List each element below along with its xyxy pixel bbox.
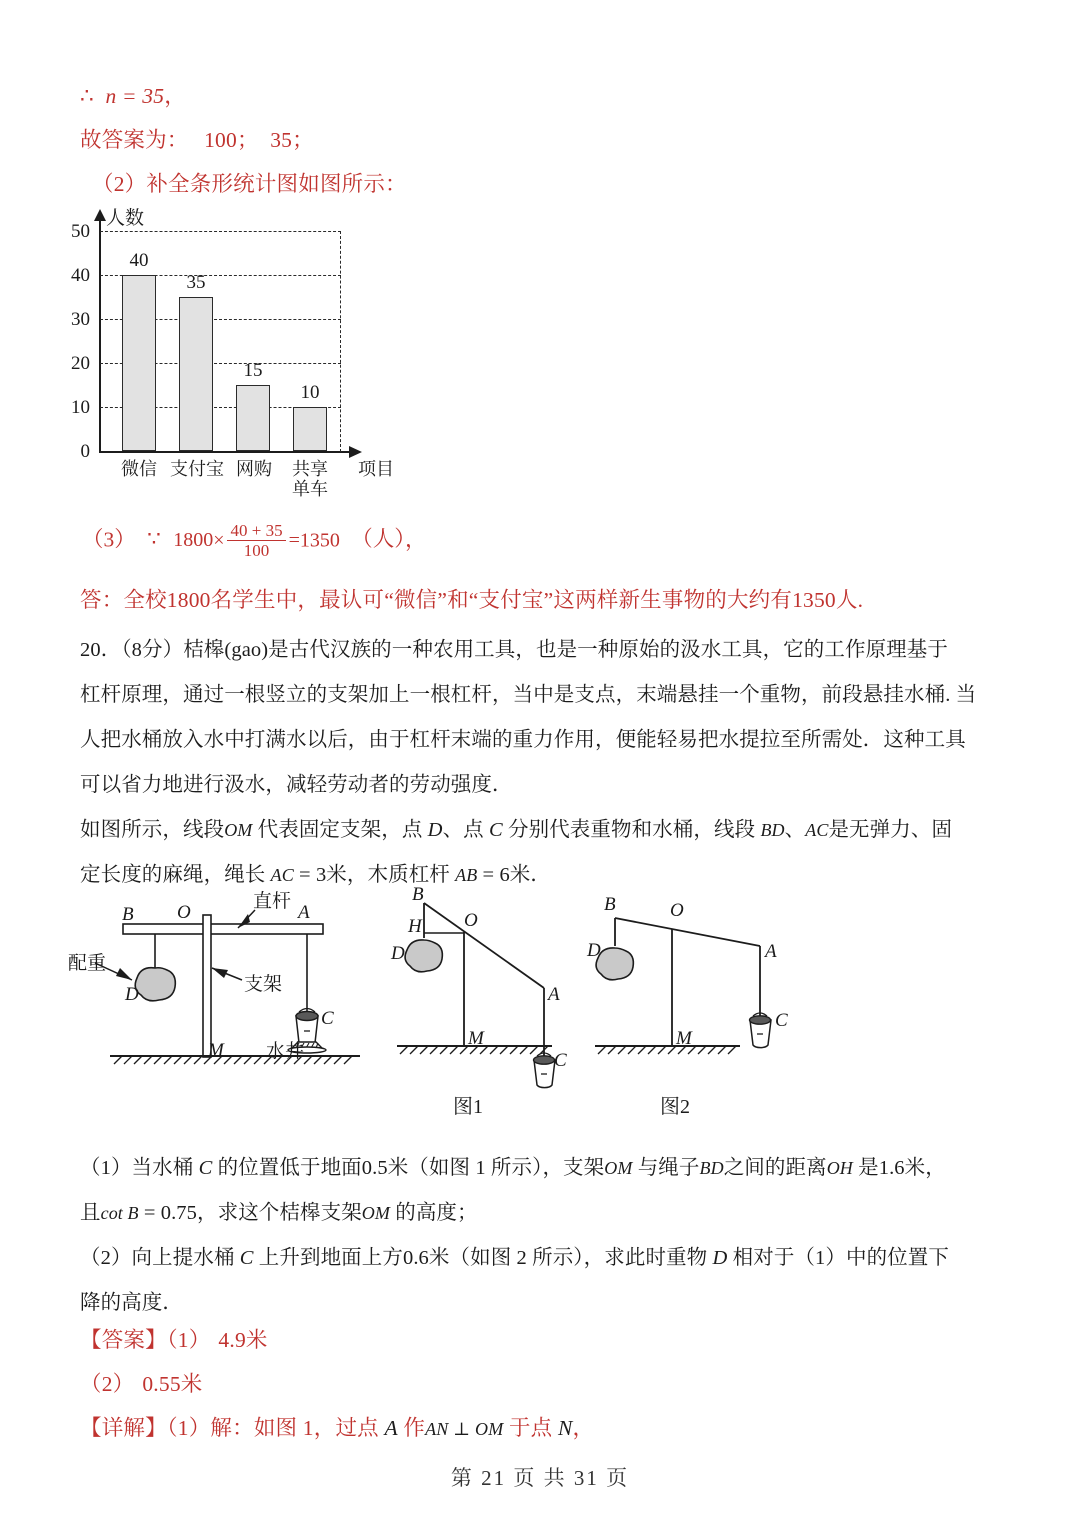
bar-value-zhifubao: 35	[186, 272, 206, 293]
step3-times: ×	[213, 529, 225, 552]
q20-sub2-line1	[80, 1236, 949, 1281]
answer-sep-1: ；	[236, 128, 259, 152]
detail-point-a: A	[384, 1416, 398, 1440]
answer-2-num: （2）	[80, 1372, 135, 1396]
detail-label: 【详解】	[80, 1416, 167, 1440]
chart-ylabel: 人数	[106, 208, 145, 229]
ytick-30: 30	[71, 309, 90, 330]
category-label-weixin: 微信	[121, 459, 157, 479]
figure0-label-A: A	[298, 902, 310, 923]
category-label-gongxiangdanche	[278, 459, 342, 499]
step3-fraction	[227, 521, 285, 560]
detail-block-line1	[80, 1406, 594, 1451]
figure0-label-C: C	[321, 1008, 334, 1029]
answer-label: 【答案】	[80, 1328, 167, 1352]
segment-ac: AC	[805, 820, 829, 840]
chart-xlabel: 项目	[358, 459, 394, 479]
cot-b: cot B	[100, 1203, 139, 1223]
gridline-right-border	[340, 231, 341, 452]
figure0-label-B: B	[122, 904, 134, 925]
answer-value-2: 35	[270, 128, 293, 152]
sub1-l2-a: 且	[80, 1202, 101, 1224]
figure1-caption: 图1	[453, 1096, 483, 1118]
detail-d: ，	[572, 1416, 595, 1440]
q20-p2-c4: 是无弹力、固	[828, 819, 953, 841]
figure0-annot-zhigan: 直杆	[253, 891, 292, 912]
bar-value-weixin: 40	[129, 250, 149, 271]
step2-label: （2）补全条形统计图如图所示：	[92, 172, 407, 196]
step3-unit: （人）	[351, 527, 405, 552]
step3-answer-prefix: 答：	[80, 588, 124, 612]
figure-2	[587, 888, 820, 1118]
detail-b: 作	[397, 1416, 426, 1440]
ytick-10: 10	[71, 397, 90, 418]
figure-apparatus-labeled	[70, 888, 390, 1078]
figure1-label-A: A	[548, 984, 560, 1005]
step3-marker: （3）	[82, 527, 136, 552]
q20-line2: 杠杆原理，通过一根竖立的支架加上一根杠杆，当中是支点，末端悬挂一个重物，前段悬挂水桶. 当	[80, 684, 977, 706]
ytick-0: 0	[80, 441, 90, 462]
category-label-zhifubao: 支付宝	[170, 459, 224, 479]
fraction-denominator: 100	[227, 540, 285, 560]
page-footer: 第 21 页 共 31 页	[450, 1466, 630, 1490]
figure0-annot-shuijing: 水井	[266, 1041, 305, 1062]
bar-wanggou	[236, 385, 270, 451]
sub1-l2-c: 的高度；	[390, 1202, 478, 1224]
figure-apparatus-svg	[70, 888, 390, 1078]
q20-number: 20．	[80, 639, 122, 661]
category-label-line1: 共享	[292, 459, 328, 479]
figure-2-svg	[590, 888, 820, 1103]
sub2-point-d: D	[712, 1247, 728, 1269]
answer-line	[80, 118, 314, 162]
segment-bd: BD	[760, 820, 785, 840]
figure1-label-B: B	[412, 884, 424, 905]
sub2-e: 相对于（1）中的位置下	[727, 1247, 949, 1269]
q20-line5	[80, 808, 952, 853]
detail-c: 于点	[503, 1416, 558, 1440]
ytick-40: 40	[71, 265, 90, 286]
q20-line1	[80, 628, 948, 673]
figure0-label-M: M	[208, 1040, 224, 1061]
category-label-wanggou: 网购	[236, 459, 272, 479]
fraction-numerator: 40 + 35	[230, 521, 283, 540]
sub1-f: 是1.6米，	[852, 1157, 946, 1179]
figure0-annot-peizhong: 配重	[68, 953, 107, 974]
figure-1	[391, 884, 607, 1118]
ytick-50: 50	[71, 221, 90, 242]
because-symbol: ∵	[147, 527, 160, 552]
figure2-label-O: O	[670, 900, 684, 921]
sub2-point-c: C	[239, 1247, 254, 1269]
answer-block-line1	[80, 1318, 268, 1362]
category-label-line2: 单车	[292, 479, 328, 499]
q20-para1-l1: 桔槔(gao)是古代汉族的一种农用工具，也是一种原始的汲水工具，它的工作原理基于	[183, 639, 948, 661]
detail-an-perp-om: AN ⊥ OM	[425, 1419, 504, 1439]
answer-2-value: 0.55米	[142, 1372, 203, 1396]
figure0-annot-zhijia: 支架	[244, 974, 283, 995]
sub1-bd: BD	[699, 1158, 724, 1178]
bar-chart	[71, 205, 408, 515]
q20-line3: 人把水桶放入水中打满水以后，由于杠杆末端的重力作用，便能轻易把水提拉至所需处．这种工具	[80, 729, 966, 751]
q20-sub1-line1	[80, 1146, 946, 1191]
bar-value-gongxiangdanche: 10	[300, 382, 320, 403]
segment-om: OM	[224, 820, 253, 840]
conclusion-line	[80, 74, 186, 118]
point-d: D	[427, 819, 443, 841]
q20-p2-c2: 分别代表重物和水桶，线段	[502, 819, 761, 841]
sub1-point-c: C	[198, 1157, 213, 1179]
point-c: C	[489, 819, 503, 841]
figure2-label-B: B	[604, 894, 616, 915]
q20-p2-l2-c: = 6米．	[477, 864, 551, 886]
q20-p2-b: 代表固定支架，点	[252, 819, 428, 841]
answer-prefix: 故答案为：	[80, 128, 189, 152]
q20-p2-a: 如图所示，线段	[80, 819, 225, 841]
x-axis-arrow	[349, 446, 362, 458]
q20-p2-c3: 、	[784, 819, 806, 841]
figure0-label-O: O	[177, 902, 191, 923]
answer-1-num: （1）	[166, 1328, 211, 1352]
figure1-label-D: D	[391, 943, 405, 964]
figure2-label-A: A	[765, 941, 777, 962]
sub2-a: （2）向上提水桶	[80, 1247, 240, 1269]
step3-equals: =	[288, 529, 300, 552]
answer-1-value: 4.9米	[218, 1328, 268, 1352]
figure-1-svg	[392, 888, 607, 1103]
figure2-label-M: M	[676, 1028, 692, 1049]
sub1-om: OM	[604, 1158, 633, 1178]
sub1-b: 的位置低于地面0.5米（如图 1 所示），支架	[212, 1157, 605, 1179]
step3-total: 1800	[173, 529, 214, 552]
bar-value-wanggou: 15	[243, 360, 263, 381]
step3-answer-text: 全校1800名学生中，最认可“微信”和“支付宝”这两样新生事物的大约有1350人.	[123, 588, 864, 612]
detail-a: 解：如图 1，过点	[210, 1416, 385, 1440]
y-axis	[99, 219, 101, 453]
q20-p2-l2-a: 定长度的麻绳，绳长	[80, 864, 271, 886]
sub1-e: 之间的距离	[723, 1157, 827, 1179]
q20-sub1-line2	[80, 1191, 478, 1236]
therefore-symbol: ∴	[80, 84, 94, 108]
sub2-b: 上升到地面上方0.6米（如图 2 所示），求此时重物	[253, 1247, 713, 1269]
conclusion-equation: n = 35	[105, 84, 165, 108]
figure2-label-D: D	[587, 940, 601, 961]
gridline-50	[100, 231, 341, 232]
figure2-caption: 图2	[660, 1096, 690, 1118]
sub1-l2-om: OM	[361, 1203, 390, 1223]
q20-p2-c1: 、点	[442, 819, 489, 841]
conclusion-comma: ，	[164, 84, 186, 108]
figure1-label-H: H	[408, 916, 422, 937]
sub1-a: （1）当水桶	[80, 1157, 199, 1179]
q20-p2-l2-b: = 3米，木质杠杆	[293, 864, 456, 886]
figure1-label-O: O	[464, 910, 478, 931]
bar-weixin	[122, 275, 156, 451]
step3-answer-line	[80, 578, 863, 622]
bar-gongxiangdanche	[293, 407, 327, 451]
detail-point-n: N	[557, 1416, 573, 1440]
q20-marks: （8分）	[121, 639, 184, 661]
detail-num: （1）	[166, 1416, 211, 1440]
step3-result: 1350	[299, 529, 340, 552]
step3-formula	[82, 522, 427, 561]
figure2-label-C: C	[775, 1010, 788, 1031]
sub1-d: 与绳子	[632, 1157, 700, 1179]
length-ab: AB	[455, 865, 478, 885]
ytick-20: 20	[71, 353, 90, 374]
figure1-label-M: M	[468, 1028, 484, 1049]
x-axis	[99, 451, 351, 453]
answer-sep-2: ；	[292, 128, 314, 152]
q20-sub2-line2: 降的高度．	[80, 1292, 183, 1314]
length-ac: AC	[270, 865, 294, 885]
step3-trailing: ，	[405, 527, 427, 552]
sub1-l2-b: = 0.75，求这个桔槔支架	[138, 1202, 362, 1224]
bar-zhifubao	[179, 297, 213, 451]
figure1-label-C: C	[554, 1050, 567, 1071]
q20-line4: 可以省力地进行汲水，减轻劳动者的劳动强度．	[80, 774, 513, 796]
sub1-oh: OH	[826, 1158, 853, 1178]
answer-block-line2	[80, 1362, 203, 1406]
answer-value-1: 100	[204, 128, 237, 152]
figure0-label-D: D	[125, 984, 139, 1005]
